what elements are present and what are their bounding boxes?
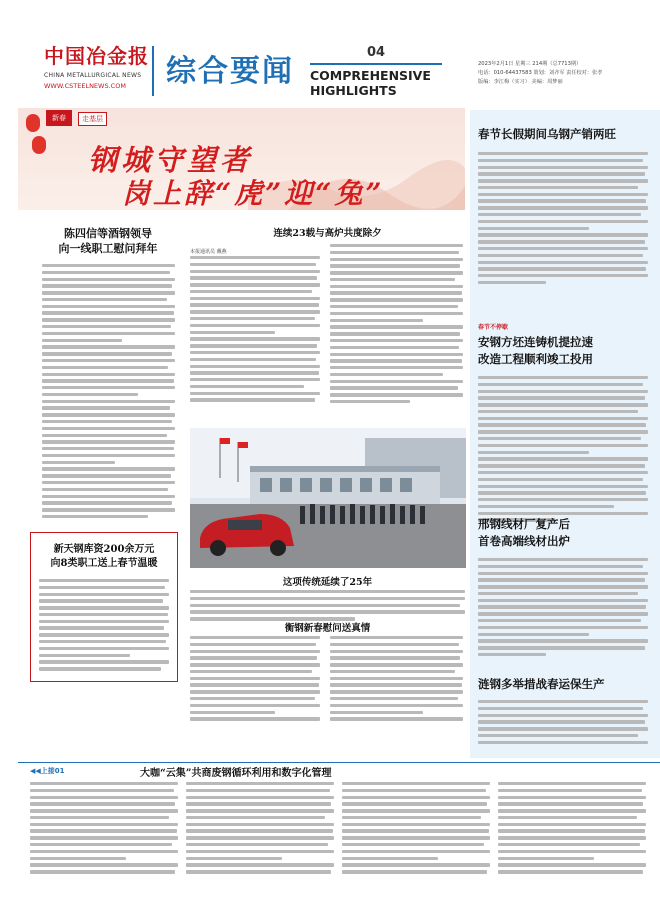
issue-date: 2023年2月1日 星期三 214期（总7713期） (478, 61, 582, 67)
photo-illustration (190, 428, 466, 568)
article-body (330, 636, 463, 721)
article-body (190, 636, 320, 721)
banner-badge: 走基层 (78, 112, 107, 126)
section-title-english (310, 68, 450, 98)
article-headline[interactable] (42, 226, 174, 256)
headline-line: 向8类职工送上春节温暖 (50, 558, 158, 569)
article-headline[interactable]: 涟钢多举措战春运保生产 (478, 677, 605, 691)
photo-caption-headline[interactable]: 这项传统延续了25年 (282, 577, 373, 588)
article-body (478, 558, 648, 656)
banner-title-line2: 岗上辞“虎”迎“兔” (122, 177, 385, 210)
news-photo (190, 428, 466, 568)
article-body (190, 256, 320, 402)
section-title-english-line2: HIGHLIGHTS (310, 83, 397, 98)
article-headline[interactable]: 春节长假期间乌钢产销两旺 (478, 127, 616, 141)
article-body (498, 782, 646, 874)
article-body (330, 244, 463, 403)
headline-line: 首卷高端线材出炉 (478, 534, 570, 548)
article-headline[interactable]: 衡钢新春慰问送真情 (284, 623, 371, 634)
article-body (30, 782, 178, 874)
article-headline[interactable] (478, 516, 570, 550)
article-headline[interactable]: 连续23载与高炉共度除夕 (273, 228, 382, 239)
bottom-divider (18, 762, 660, 776)
feature-banner (18, 108, 465, 210)
headline-line: 改造工程顺利竣工投用 (478, 352, 593, 366)
headline-line: 安钢方坯连铸机提拉速 (478, 335, 593, 349)
newspaper-logo: 中国冶金报 (44, 44, 149, 68)
article-body (478, 152, 648, 284)
newspaper-logo-english: CHINA METALLURGICAL NEWS (44, 72, 142, 79)
article-body (42, 264, 175, 518)
lantern-icon (32, 136, 46, 154)
page-number: 04 (366, 45, 386, 60)
article-body (39, 579, 169, 671)
issue-meta (478, 60, 658, 87)
page-number-rule (310, 63, 442, 65)
headline-line: 向一线职工慰问拜年 (58, 242, 158, 255)
article-headline[interactable]: 大咖“云集”共商废钢循环利用和数字化管理 (140, 768, 332, 779)
section-title-english-line1: COMPREHENSIVE (310, 68, 431, 83)
section-divider (152, 46, 154, 96)
issue-editors: 版编：李江梅（实习） 美编：周梦丽 (478, 79, 563, 85)
banner-title-line1: 钢城守望者 (88, 143, 254, 177)
article-body (186, 782, 334, 874)
section-title: 综合要闻 (166, 54, 294, 89)
masthead (0, 0, 660, 108)
headline-line: 陈四信等酒钢领导 (64, 227, 152, 240)
lantern-icon (26, 114, 40, 132)
article-headline[interactable] (39, 543, 169, 571)
article-kicker: 春节不停歇 (478, 324, 509, 331)
article-body (342, 782, 490, 874)
boxed-article (30, 532, 178, 682)
issue-contact: 电话：010-64437583 策划：刘齐军 责任校对：张孝 (478, 70, 603, 76)
website-link[interactable]: WWW.CSTEELNEWS.COM (44, 82, 126, 90)
article-body (478, 700, 648, 744)
headline-line: 新天钢库资200余万元 (53, 544, 155, 555)
banner-tag: 新春 (46, 110, 72, 126)
article-headline[interactable] (478, 334, 593, 368)
photo-caption (190, 590, 465, 621)
continued-from-tag[interactable]: ◀◀上接01 (30, 767, 65, 775)
headline-line: 邢钢线材厂复产后 (478, 517, 570, 531)
article-byline: 本报通讯员 戴燕 (190, 249, 227, 255)
article-body (478, 376, 648, 522)
